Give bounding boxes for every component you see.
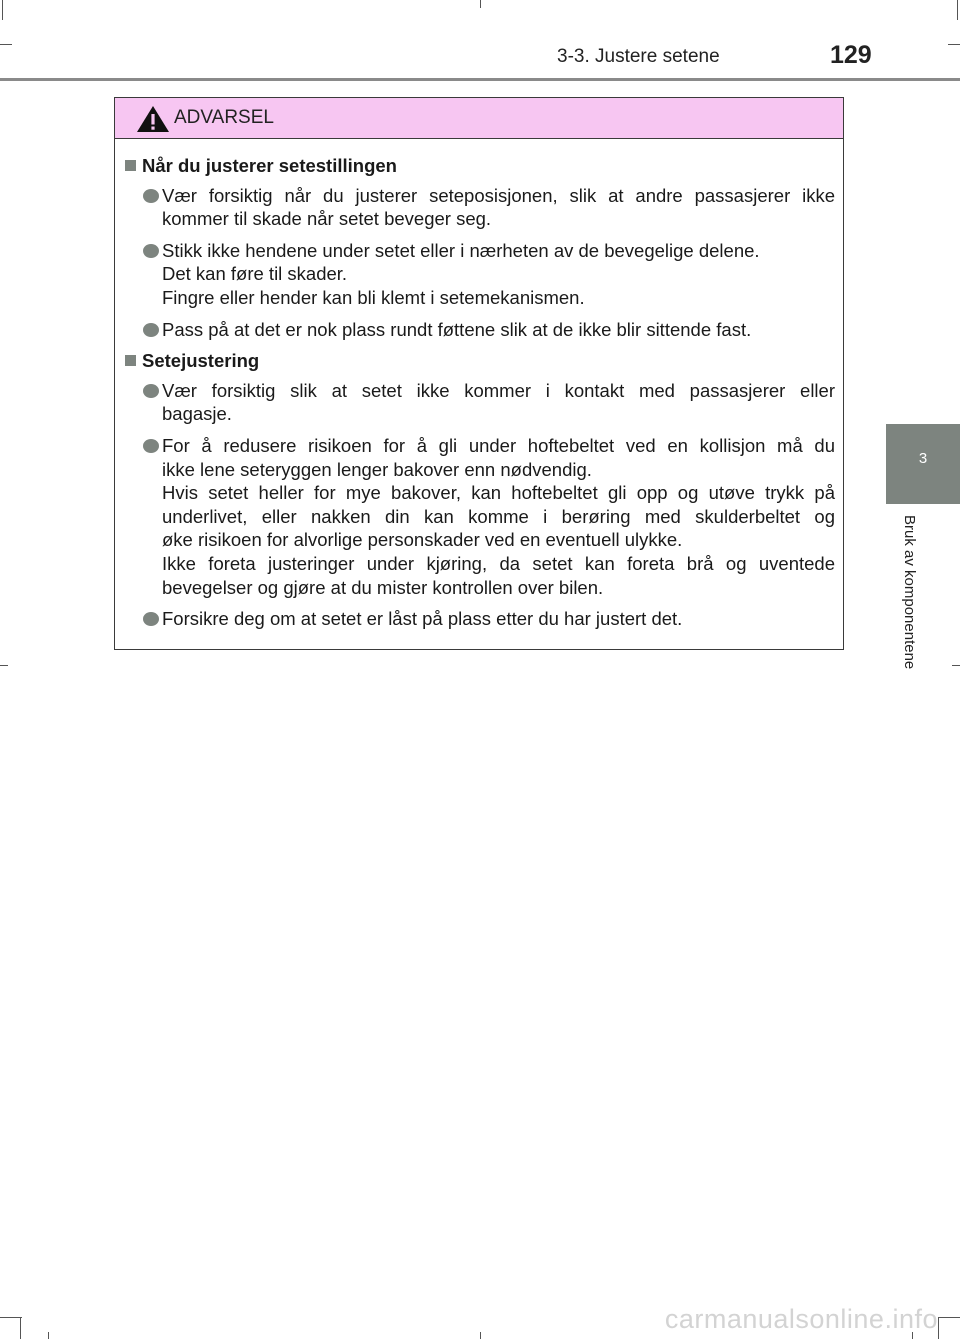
section-heading-text: Setejustering [142,350,260,372]
circle-bullet-icon [143,323,159,337]
text-line: For å redusere risikoen for å gli under hoftebeltet ved en kollisjon må du [162,434,835,456]
page-number: 129 [830,41,872,69]
text-line: Hvis setet heller for mye bakover, kan hoftebeltet gli opp og utøve trykk på [162,482,835,504]
circle-bullet-icon [143,244,159,258]
text-line: bagasje. [162,403,232,425]
bullet-item [125,184,835,231]
text-line: Vær forsiktig når du justerer seteposisjonen, slik at andre passasjerer ikke [162,184,835,206]
chapter-tab [886,424,960,504]
text-line: ikke lene seteryggen lenger bakover enn nødvendig. [162,458,592,480]
circle-bullet-icon [143,189,159,203]
square-bullet-icon [125,355,136,366]
crop-mark [480,0,481,8]
crop-mark [938,1317,939,1339]
bullet-item [125,318,835,342]
circle-bullet-icon [143,439,159,453]
crop-mark [938,1317,960,1318]
warning-triangle-icon [136,105,170,133]
bullet-text [162,239,835,310]
circle-bullet-icon [143,612,159,626]
bullet-text [162,318,835,342]
bullet-item [125,434,835,599]
section-heading [125,349,835,373]
section-heading-text: Når du justerer setestillingen [142,155,397,176]
bullet-text [162,379,835,426]
crop-mark [957,0,958,20]
warning-box [114,97,844,650]
bullet-item [125,607,835,631]
text-line: kommer til skade når setet beveger seg. [162,208,492,230]
chapter-title: Bruk av komponentene [901,515,918,670]
crop-mark [0,1317,22,1318]
text-line: Ikke foreta justeringer under kjøring, da setet kan foreta brå og uventede [162,552,835,574]
warning-body [115,139,843,631]
circle-bullet-icon [143,384,159,398]
text-line: bevegelser og gjøre at du mister kontrollen over bilen. [162,576,604,598]
crop-mark [480,1332,481,1339]
crop-mark [2,0,3,20]
warning-header [115,98,843,139]
crop-mark [0,665,8,666]
text-line: Det kan føre til skader. [162,263,348,285]
chapter-number: 3 [918,450,928,467]
text-line: Vær forsiktig slik at setet ikke kommer i kontakt med passasjerer eller [162,379,835,401]
crop-mark [952,665,960,666]
crop-mark [948,44,960,45]
warning-title: ADVARSEL [174,107,274,128]
bullet-item [125,239,835,310]
bullet-text [162,184,835,231]
text-line: øke risikoen for alvorlige personskader ved en eventuell ulykke. [162,529,683,551]
bullet-text [162,434,835,599]
bullet-text [162,607,835,631]
header-rule [0,78,960,81]
text-line: underlivet, eller nakken din kan komme i berøring med skulderbeltet og [162,505,835,527]
text-line: Forsikre deg om at setet er låst på plass etter du har justert det. [162,608,683,630]
crop-mark [0,44,12,45]
square-bullet-icon [125,160,136,171]
text-line: Stikk ikke hendene under setet eller i nærheten av de bevegelige delene. [162,239,760,261]
watermark-text: carmanualsonline.info [664,1304,938,1334]
section-heading [125,154,835,178]
section-label: 3-3. Justere setene [557,46,720,67]
text-line: Pass på at det er nok plass rundt føttene slik at de ikke blir sittende fast. [162,318,752,340]
text-line: Fingre eller hender kan bli klemt i setemekanismen. [162,286,585,308]
crop-mark [48,1332,49,1339]
crop-mark [20,1317,21,1339]
bullet-item [125,379,835,426]
